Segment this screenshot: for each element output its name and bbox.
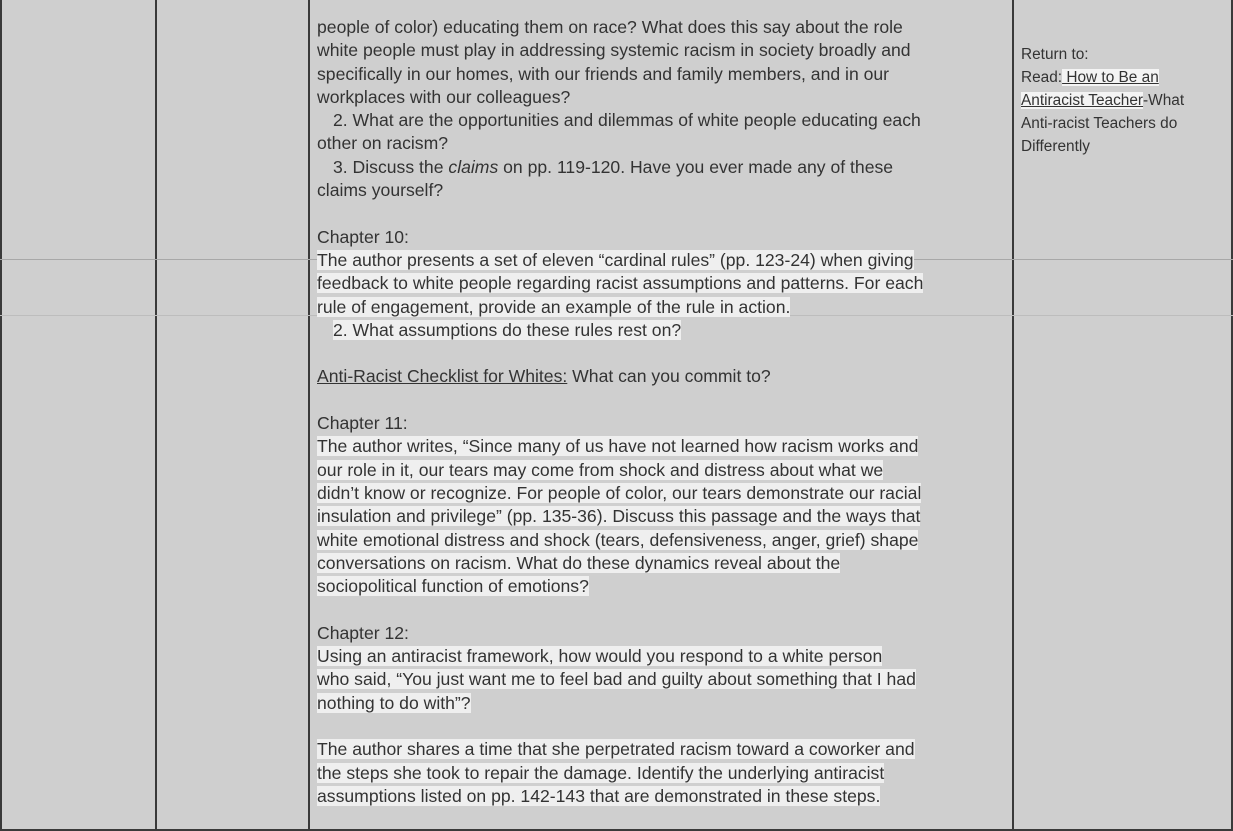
chapter-12-question-2: The author shares a time that she perpetrated racism toward a coworker and the steps she took to repair the damage. Identify the underlying antiracist assumptions listed on pp. 142-143 that are demonstrated in these steps. [317,739,915,806]
reading-link[interactable]: How to Be an [1062,69,1159,86]
reading-line-1: Read: How to Be an [1021,69,1159,86]
chapter-11-question: The author writes, “Since many of us have not learned how racism works and our role in it, our tears may come from shock and distress about what we didn’t know or recognize. For people of color, our tears demonstrate our racial insulation and privilege” (pp. 135-36). Discuss this passage and the ways that white emotional distress and shock (tears, defensiveness, anger, grief) shape conversations on racism. What do these dynamics reveal about the sociopolitical function of emotions? [317,436,922,597]
chapter-12-heading: Chapter 12: [317,622,409,643]
reading-line-2: Antiracist Teacher-What [1021,92,1185,109]
chapter-12-question: Using an antiracist framework, how would you respond to a white person who said, “You just want me to feel bad and guilty about something that I had nothing to do with”? [317,646,916,713]
reading-line-3: Anti-racist Teachers do [1021,115,1178,132]
chapter-10-question-2: 2. What assumptions do these rules rest on? [333,319,682,340]
column-divider-3 [1012,0,1014,831]
intro-question: people of color) educating them on race? What does this say about the role white people must play in addressing systemic racism in society broadly and specifically in our homes, with our friends and family members, and in our workplaces with our colleagues? [317,17,911,107]
column-divider-2 [308,0,310,831]
question-2: 2. What are the opportunities and dilemmas of white people educating each other on racism? [317,110,921,154]
reading-line-4: Differently [1021,138,1091,155]
return-to-label: Return to: [1021,46,1089,63]
table-border-left [0,0,2,831]
checklist-prompt: Anti-Racist Checklist for Whites: What can you commit to? [317,366,771,387]
reading-link-continued[interactable]: Antiracist Teacher [1021,92,1144,109]
assignment-questions-cell [317,16,1005,808]
chapter-10-heading: Chapter 10: [317,226,409,247]
chapter-10-question: The author presents a set of eleven “cardinal rules” (pp. 123-24) when giving feedback to white people regarding racist assumptions and patterns. For each rule of engagement, provide an example of the rule in action. [317,249,924,317]
checklist-link[interactable]: Anti-Racist Checklist for Whites: [317,366,568,387]
resources-cell [1021,43,1226,158]
column-divider-1 [155,0,157,831]
question-3: 3. Discuss the claims on pp. 119-120. Have you ever made any of these claims yourself? [317,156,894,201]
chapter-11-heading: Chapter 11: [317,413,408,434]
